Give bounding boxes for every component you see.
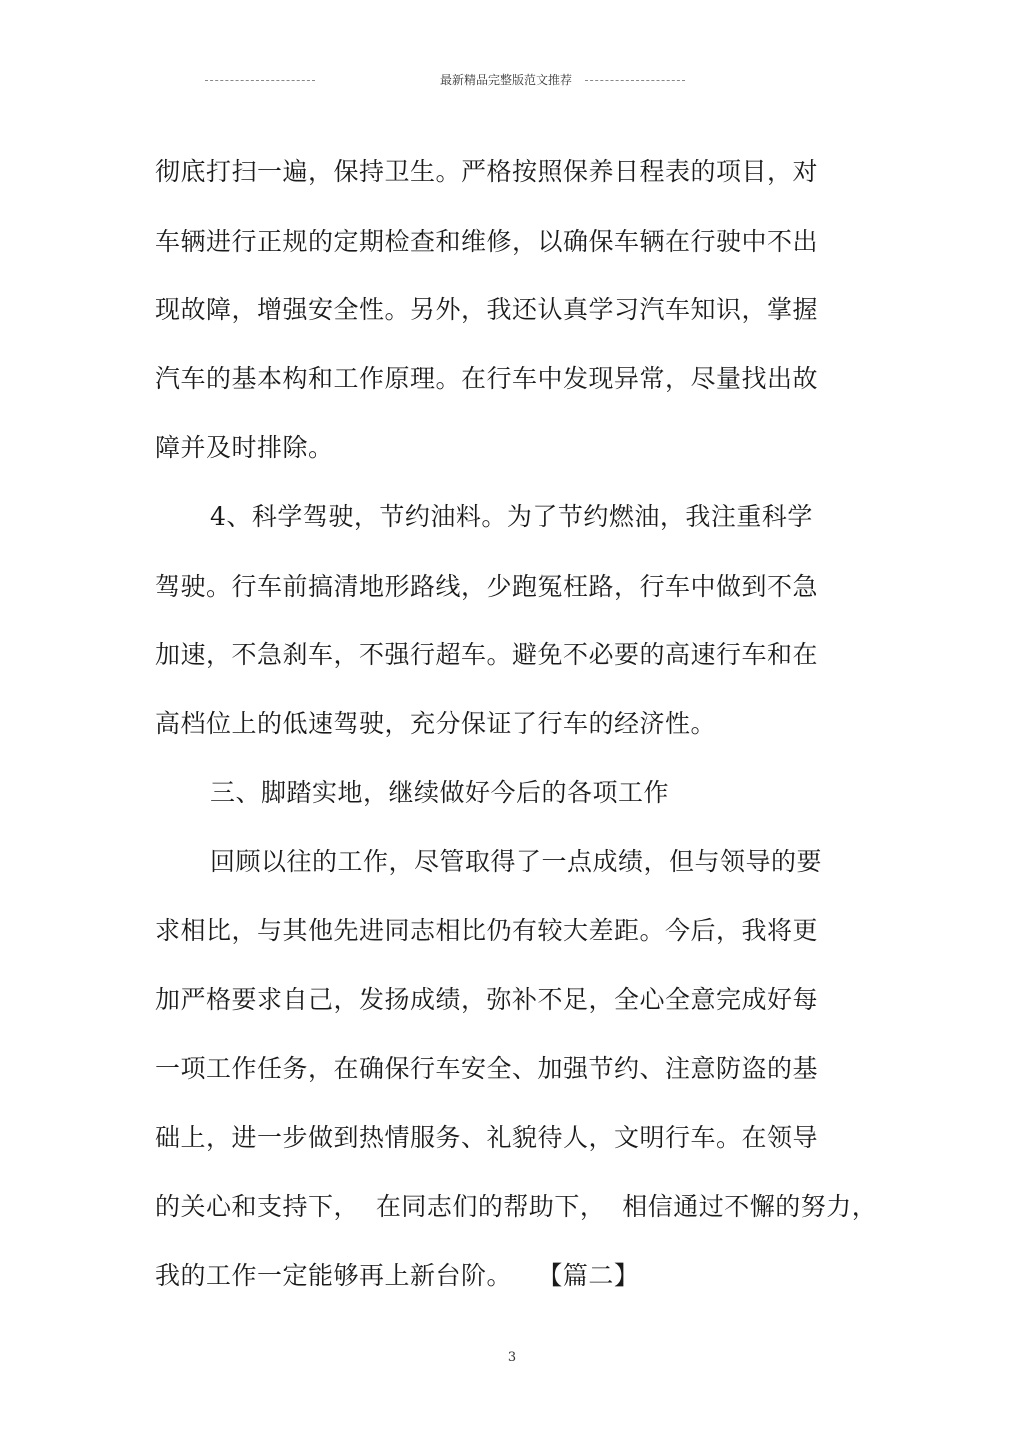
text-line: 障并及时排除。: [155, 433, 334, 462]
text-line: 车辆进行正规的定期检查和维修，以确保车辆在行驶中不出: [155, 227, 819, 256]
text-line: 的关心和支持下， 在同志们的帮助下， 相信通过不懈的努力，: [155, 1192, 878, 1221]
text-line: 一项工作任务，在确保行车安全、加强节约、注意防盗的基: [155, 1054, 819, 1083]
text-line: 驾驶。行车前搞清地形路线，少跑冤枉路，行车中做到不急: [155, 572, 819, 601]
text-line: 回顾以往的工作，尽管取得了一点成绩，但与领导的要: [210, 847, 823, 876]
text-line: 彻底打扫一遍，保持卫生。严格按照保养日程表的项目，对: [155, 157, 819, 186]
text-line: 现故障，增强安全性。另外，我还认真学习汽车知识，掌握: [155, 295, 819, 324]
text-line: 汽车的基本构和工作原理。在行车中发现异常，尽量找出故: [155, 364, 819, 393]
text-line: 高档位上的低速驾驶，充分保证了行车的经济性。: [155, 709, 717, 738]
section-heading: 三、脚踏实地，继续做好今后的各项工作: [210, 778, 670, 807]
page-header: 最新精品完整版范文推荐: [440, 73, 573, 87]
text-line: 求相比，与其他先进同志相比仍有较大差距。今后，我将更: [155, 916, 819, 945]
text-line: 加速，不急刹车，不强行超车。避免不必要的高速行车和在: [155, 640, 819, 669]
text-line: 础上，进一步做到热情服务、礼貌待人，文明行车。在领导: [155, 1123, 819, 1152]
text-line: 我的工作一定能够再上新台阶。 【篇二】: [155, 1261, 640, 1290]
text-line: 4、科学驾驶，节约油料。为了节约燃油，我注重科学: [210, 502, 813, 531]
page-number: 3: [507, 1350, 517, 1365]
text-line: 加严格要求自己，发扬成绩，弥补不足，全心全意完成好每: [155, 985, 819, 1014]
header-rule-right: [585, 80, 685, 81]
header-rule-left: [205, 80, 315, 81]
